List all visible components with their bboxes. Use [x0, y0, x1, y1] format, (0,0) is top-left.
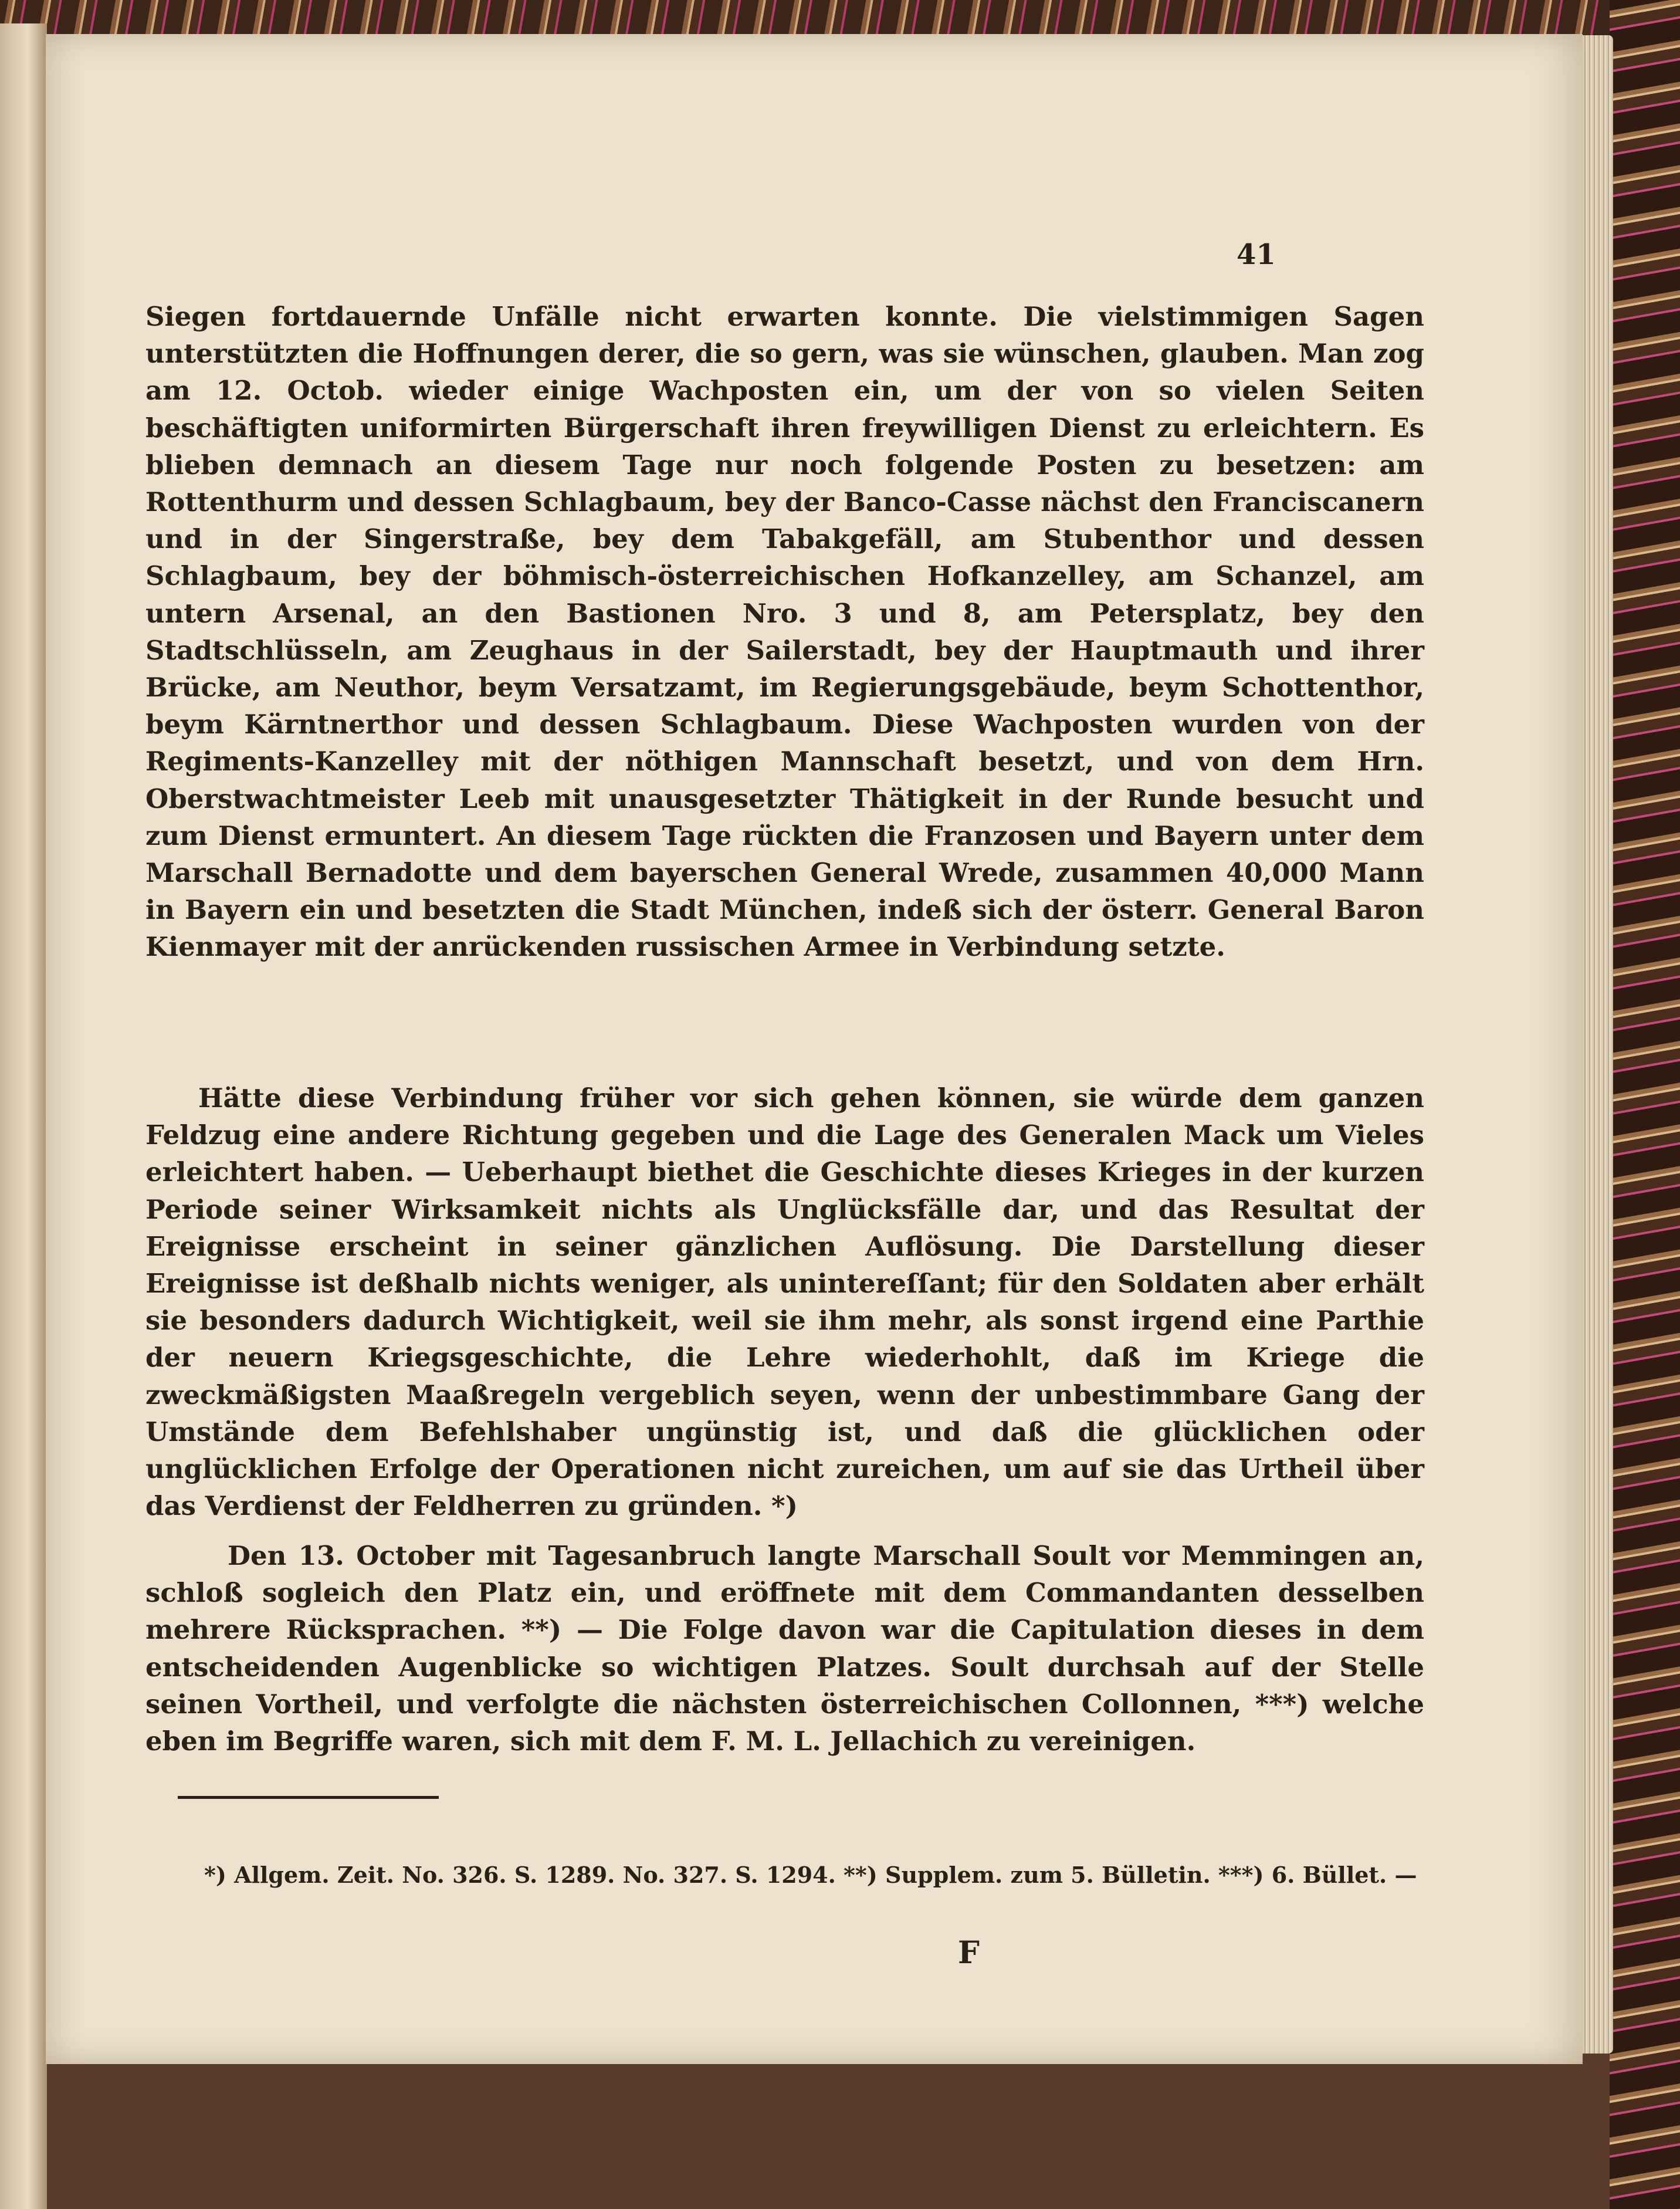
- paragraph-1: Siegen fortdauernde Unfälle nicht erwarten konnte. Die vielstimmigen Sagen unterstützten die Hoffnungen derer, die so gern, was sie wünschen, glauben. Man zog am 12. Octob. wieder einige Wachposten ein, um der von so vielen Seiten beschäftigten uniformirten Bürgerschaft ihren freywilligen Dienst zu erleichtern. Es blieben demnach an diesem Tage nur noch folgende Posten zu besetzen: am Rottenthurm und dessen Schlagbaum, bey der Banco-Casse nächst den Franciscanern und in der Singerstraße, bey dem Tabakgefäll, am Stubenthor und dessen Schlagbaum, bey der böhmisch-österreichischen Hofkanzelley, am Schanzel, am untern Arsenal, an den Bastionen Nro. 3 und 8, am Petersplatz, bey den Stadtschlüsseln, am Zeughaus in der Sailerstadt, bey der Hauptmauth und ihrer Brücke, am Neuthor, beym Versatzamt, im Regierungsgebäude, beym Schottenthor, beym Kärntnerthor und dessen Schlagbaum. Diese Wachposten wurden von der Regiments-Kanzelley mit der nöthigen Mannschaft besetzt, und von dem Hrn. Oberstwachtmeister Leeb mit unausgesetzter Thätigkeit in der Runde besucht und zum Dienst ermuntert. An diesem Tage rückten die Franzosen und Bayern unter dem Marschall Bernadotte und dem bayerschen General Wrede, zusammen 40,000 Mann in Bayern ein und besetzten die Stadt München, indeß sich der österr. General Baron Kienmayer mit der anrückenden russischen Armee in Verbindung setzte.: [145, 301, 1424, 963]
- page-number: 41: [1237, 238, 1276, 271]
- footnote-divider: [178, 1796, 439, 1799]
- book-binding-right: [1610, 0, 1680, 2209]
- paragraph-3: Den 13. October mit Tagesanbruch langte Marschall Soult vor Memmingen an, schloß sogleich den Platz ein, und eröffnete mit dem Commandanten desselben mehrere Rücksprachen. **) — Die Folge davon war die Capitulation dieses in dem entscheidenden Augenblicke so wichtigen Platzes. Soult durchsah auf der Stelle seinen Vortheil, und verfolgte die nächsten österreichischen Collonnen, ***) welche eben im Begriffe waren, sich mit dem F. M. L. Jellachich zu vereinigen.: [145, 1540, 1424, 1757]
- footnotes: *) Allgem. Zeit. No. 326. S. 1289. No. 327. S. 1294. **) Supplem. zum 5. Bülletin. ***) 6. Büllet. —: [204, 1862, 1417, 1888]
- facing-page-edge: [0, 23, 47, 2209]
- paragraph-2: Hätte diese Verbindung früher vor sich gehen können, sie würde dem ganzen Feldzug eine andere Richtung gegeben und die Lage des Generalen Mack um Vieles erleichtert haben. — Ueberhaupt biethet die Geschichte dieses Krieges in der kurzen Periode seiner Wirksamkeit nichts als Unglücksfälle dar, und das Resultat der Ereignisse erscheint in seiner gänzlichen Auflösung. Die Darstellung dieser Ereignisse ist deßhalb nichts weniger, als unintereſſant; für den Soldaten aber erhält sie besonders dadurch Wichtigkeit, weil sie ihm mehr, als sonst irgend eine Parthie der neuern Kriegsgeschichte, die Lehre wiederhohlt, daß im Kriege die zweckmäßigsten Maaßregeln vergeblich seyen, wenn der unbestimmbare Gang der Umstände dem Befehlshaber ungünstig ist, und daß die glücklichen oder unglücklichen Erfolge der Operationen nicht zureichen, um auf sie das Urtheil über das Verdienst der Feldherren zu gründen. *): [145, 1082, 1424, 1522]
- book-page: [46, 34, 1583, 2064]
- signature-mark: F: [958, 1935, 980, 1971]
- page-edges: [1578, 35, 1613, 2054]
